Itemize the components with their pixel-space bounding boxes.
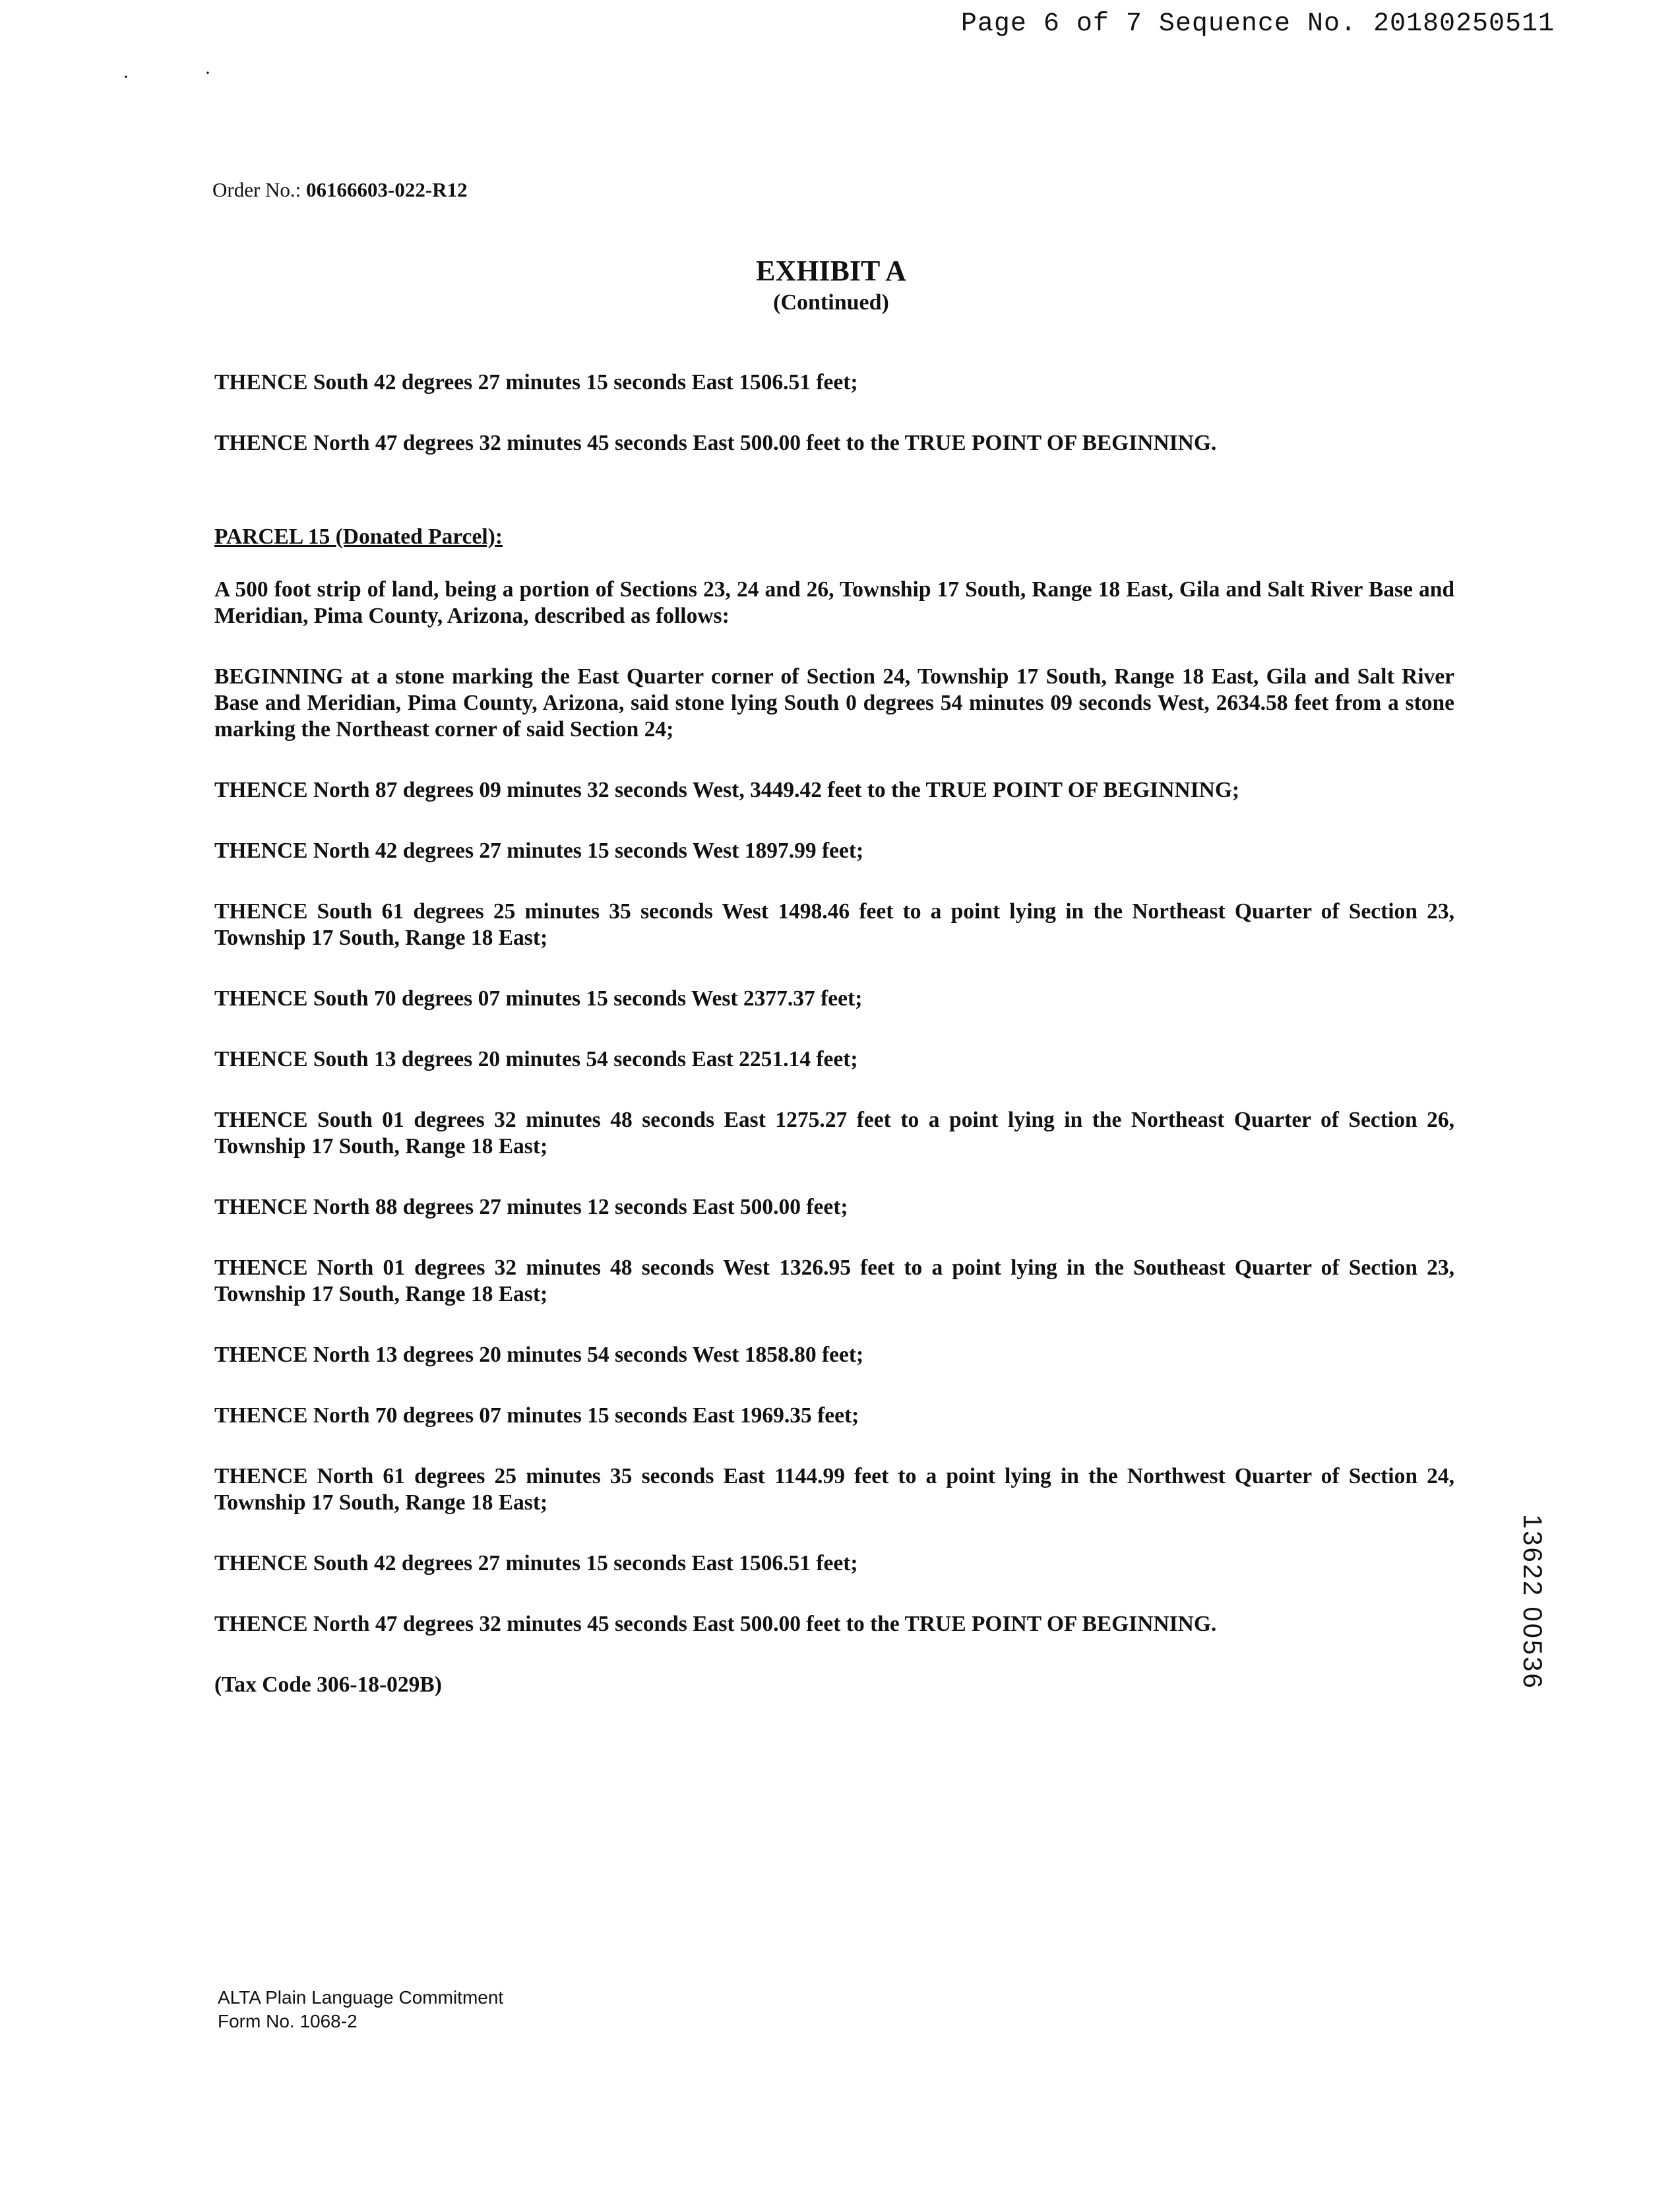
- legal-description: [214, 369, 1454, 1732]
- course-paragraph: THENCE South 42 degrees 27 minutes 15 seconds East 1506.51 feet;: [214, 1551, 858, 1575]
- form-footer: [218, 1986, 503, 2033]
- course-paragraph: THENCE North 47 degrees 32 minutes 45 seconds East 500.00 feet to the TRUE POINT OF BEGINNING.: [214, 431, 1217, 455]
- course-paragraph: THENCE South 70 degrees 07 minutes 15 seconds West 2377.37 feet;: [214, 986, 863, 1011]
- beginning-paragraph: BEGINNING at a stone marking the East Quarter corner of Section 24, Township 17 South, Range 18 East, Gila and Salt River Base and Meridian, Pima County, Arizona, said stone lying South 0 degrees 54 minutes 09 seconds West, 2634.58 feet from a stone marking the Northeast corner of said Section 24;: [214, 664, 1454, 742]
- course-paragraph: THENCE South 61 degrees 25 minutes 35 seconds West 1498.46 feet to a point lying in the Northeast Quarter of Section 23, Township 17 South, Range 18 East;: [214, 899, 1454, 950]
- course-paragraph: THENCE North 47 degrees 32 minutes 45 seconds East 500.00 feet to the TRUE POINT OF BEGINNING.: [214, 1612, 1217, 1636]
- course-paragraph: THENCE North 13 degrees 20 minutes 54 seconds West 1858.80 feet;: [214, 1343, 864, 1367]
- parcel-heading: PARCEL 15 (Donated Parcel):: [214, 524, 503, 549]
- tax-code: (Tax Code 306-18-029B): [214, 1672, 442, 1697]
- recording-stamp: 13622 00536: [1518, 1514, 1547, 1690]
- course-paragraph: THENCE South 13 degrees 20 minutes 54 seconds East 2251.14 feet;: [214, 1047, 858, 1071]
- footer-form-number: Form No. 1068-2: [218, 2011, 358, 2031]
- order-label: Order No.:: [212, 178, 301, 201]
- course-paragraph: THENCE North 88 degrees 27 minutes 12 seconds East 500.00 feet;: [214, 1195, 848, 1219]
- order-number-line: [212, 178, 468, 202]
- course-paragraph: THENCE North 70 degrees 07 minutes 15 seconds East 1969.35 feet;: [214, 1403, 859, 1428]
- order-number: 06166603-022-R12: [306, 178, 468, 201]
- footer-form-title: ALTA Plain Language Commitment: [218, 1987, 504, 2008]
- course-paragraph: THENCE North 01 degrees 32 minutes 48 seconds West 1326.95 feet to a point lying in the Southeast Quarter of Section 23, Township 17 South, Range 18 East;: [214, 1255, 1454, 1306]
- course-paragraph: THENCE North 42 degrees 27 minutes 15 seconds West 1897.99 feet;: [214, 839, 864, 863]
- course-paragraph: THENCE South 01 degrees 32 minutes 48 seconds East 1275.27 feet to a point lying in the Northeast Quarter of Section 26, Township 17 South, Range 18 East;: [214, 1108, 1454, 1159]
- course-paragraph: THENCE South 42 degrees 27 minutes 15 seconds East 1506.51 feet;: [214, 370, 858, 395]
- exhibit-title: EXHIBIT A: [756, 255, 906, 287]
- exhibit-subtitle: (Continued): [773, 290, 889, 315]
- course-paragraph: THENCE North 87 degrees 09 minutes 32 seconds West, 3449.42 feet to the TRUE POINT OF BEGINNING;: [214, 778, 1240, 802]
- page-sequence-header: Page 6 of 7 Sequence No. 20180250511: [960, 9, 1555, 39]
- course-paragraph: THENCE North 61 degrees 25 minutes 35 seconds East 1144.99 feet to a point lying in the Northwest Quarter of Section 24, Township 17 South, Range 18 East;: [214, 1464, 1454, 1515]
- parcel-intro: A 500 foot strip of land, being a portion of Sections 23, 24 and 26, Township 17 South, Range 18 East, Gila and Salt River Base and Meridian, Pima County, Arizona, described as follows:: [214, 577, 1454, 628]
